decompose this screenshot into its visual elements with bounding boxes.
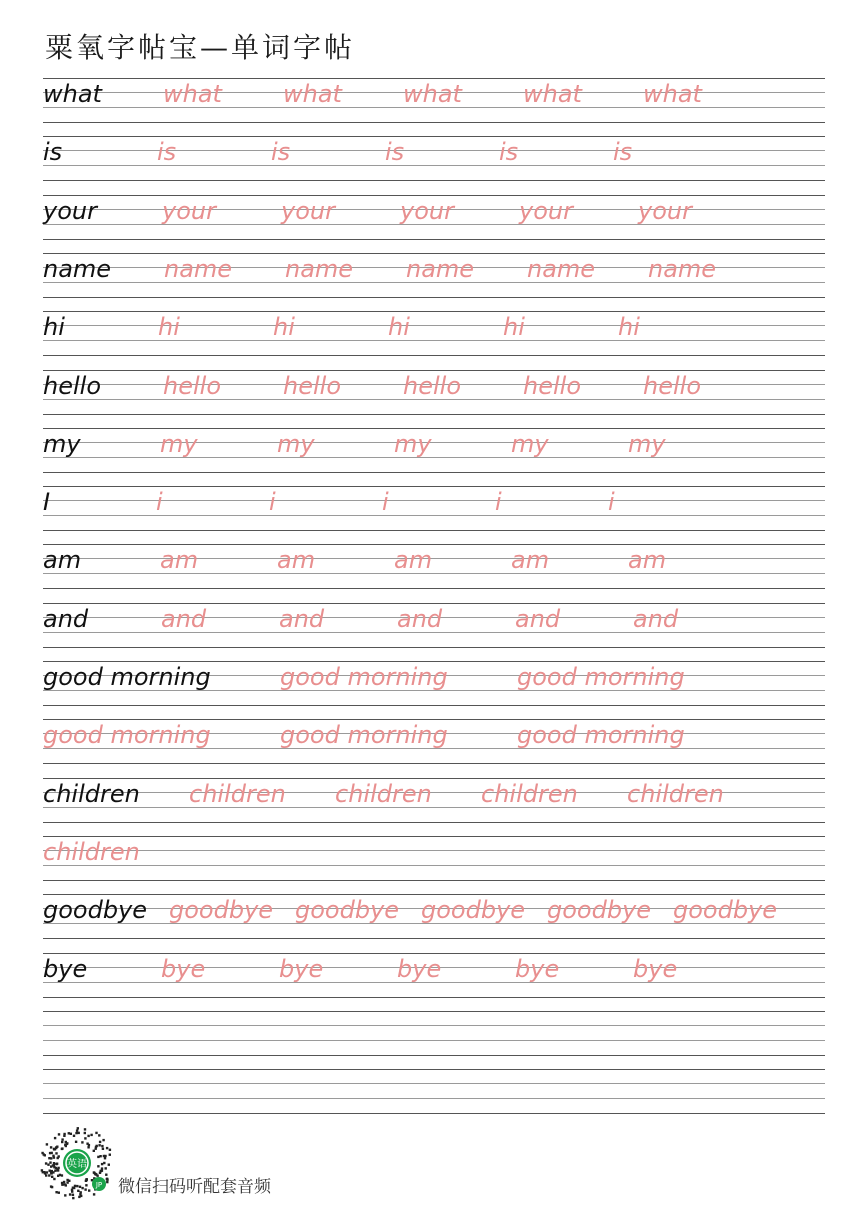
trace-word: name (648, 255, 717, 283)
guide-line (43, 953, 825, 954)
trace-word: is (157, 138, 177, 166)
trace-word: and (279, 605, 325, 633)
guide-line (43, 850, 825, 851)
writing-row (43, 953, 825, 997)
guide-line (43, 1083, 825, 1084)
trace-word: my (394, 430, 432, 458)
guide-line (43, 938, 825, 939)
model-word: my (43, 430, 81, 458)
model-word: and (43, 605, 89, 633)
guide-line (43, 865, 825, 866)
guide-line (43, 778, 825, 779)
writing-row (43, 603, 825, 647)
guide-line (43, 705, 825, 706)
trace-word: children (43, 838, 140, 866)
writing-row (43, 195, 825, 239)
trace-word: your (162, 197, 216, 225)
guide-line (43, 355, 825, 356)
writing-row (43, 428, 825, 472)
writing-row (43, 836, 825, 880)
model-word: is (43, 138, 63, 166)
trace-word: name (406, 255, 475, 283)
trace-word: hello (163, 372, 221, 400)
trace-word: bye (633, 955, 678, 983)
guide-line (43, 894, 825, 895)
trace-word: goodbye (673, 896, 778, 924)
trace-word: children (189, 780, 286, 808)
trace-word: what (283, 80, 342, 108)
guide-line (43, 136, 825, 137)
guide-line (43, 1098, 825, 1099)
model-word: children (43, 780, 140, 808)
trace-word: i (495, 488, 502, 516)
writing-row (43, 486, 825, 530)
trace-word: hi (388, 313, 410, 341)
guide-line (43, 822, 825, 823)
trace-word: my (160, 430, 198, 458)
writing-row (43, 1011, 825, 1055)
guide-line (43, 78, 825, 79)
guide-line (43, 880, 825, 881)
trace-word: am (511, 546, 550, 574)
writing-row (43, 253, 825, 297)
guide-line (43, 603, 825, 604)
guide-line (43, 297, 825, 298)
model-word: am (43, 546, 82, 574)
trace-word: hello (643, 372, 701, 400)
trace-word: is (613, 138, 633, 166)
trace-word: your (638, 197, 692, 225)
trace-word: i (382, 488, 389, 516)
trace-word: your (400, 197, 454, 225)
trace-word: i (608, 488, 615, 516)
trace-word: am (160, 546, 199, 574)
trace-word: and (161, 605, 207, 633)
guide-line (43, 1113, 825, 1114)
trace-word: children (481, 780, 578, 808)
trace-word: hello (523, 372, 581, 400)
trace-word: goodbye (547, 896, 652, 924)
writing-row (43, 661, 825, 705)
guide-line (43, 544, 825, 545)
trace-word: bye (397, 955, 442, 983)
model-word: what (43, 80, 102, 108)
guide-line (43, 370, 825, 371)
guide-line (43, 763, 825, 764)
guide-line (43, 719, 825, 720)
trace-word: is (271, 138, 291, 166)
trace-word: bye (161, 955, 206, 983)
guide-line (43, 661, 825, 662)
writing-row (43, 370, 825, 414)
model-word: bye (43, 955, 88, 983)
trace-word: my (277, 430, 315, 458)
trace-word: my (511, 430, 549, 458)
guide-line (43, 253, 825, 254)
writing-row (43, 78, 825, 122)
trace-word: name (527, 255, 596, 283)
trace-word: what (523, 80, 582, 108)
trace-word: am (394, 546, 433, 574)
qr-code-icon[interactable] (40, 1126, 114, 1200)
guide-line (43, 997, 825, 998)
trace-word: and (397, 605, 443, 633)
model-word: name (43, 255, 112, 283)
guide-line (43, 180, 825, 181)
model-word: hello (43, 372, 101, 400)
trace-word: and (515, 605, 561, 633)
guide-line (43, 486, 825, 487)
trace-word: bye (515, 955, 560, 983)
trace-word: good morning (280, 721, 448, 749)
trace-word: bye (279, 955, 324, 983)
guide-line (43, 195, 825, 196)
guide-line (43, 588, 825, 589)
guide-line (43, 1011, 825, 1012)
guide-line (43, 414, 825, 415)
trace-word: children (627, 780, 724, 808)
model-word: good morning (43, 663, 211, 691)
qr-corner-badge-label: JP (95, 1181, 103, 1189)
trace-word: good morning (517, 663, 685, 691)
trace-word: my (628, 430, 666, 458)
guide-line (43, 428, 825, 429)
model-word: I (43, 488, 51, 516)
trace-word: name (285, 255, 354, 283)
writing-row (43, 544, 825, 588)
trace-word: hello (283, 372, 341, 400)
trace-word: i (269, 488, 276, 516)
trace-word: i (156, 488, 163, 516)
trace-word: and (633, 605, 679, 633)
model-word: your (43, 197, 97, 225)
trace-word: children (335, 780, 432, 808)
model-word: hi (43, 313, 65, 341)
trace-word: goodbye (169, 896, 274, 924)
guide-line (43, 311, 825, 312)
trace-word: hello (403, 372, 461, 400)
footer-caption: 微信扫码听配套音频 (118, 1177, 271, 1197)
trace-word: is (385, 138, 405, 166)
guide-line (43, 1055, 825, 1056)
trace-word: am (628, 546, 667, 574)
trace-word: good morning (43, 721, 211, 749)
guide-line (43, 647, 825, 648)
trace-word: what (643, 80, 702, 108)
trace-word: your (519, 197, 573, 225)
trace-word: goodbye (295, 896, 400, 924)
guide-line (43, 836, 825, 837)
trace-word: goodbye (421, 896, 526, 924)
trace-word: hi (618, 313, 640, 341)
trace-word: good morning (517, 721, 685, 749)
guide-line (43, 1069, 825, 1070)
trace-word: what (403, 80, 462, 108)
model-word: goodbye (43, 896, 148, 924)
guide-line (43, 1040, 825, 1041)
trace-word: hi (503, 313, 525, 341)
writing-row (43, 778, 825, 822)
guide-line (43, 239, 825, 240)
trace-word: what (163, 80, 222, 108)
qr-badge-label: 英语 (67, 1159, 87, 1170)
writing-row (43, 136, 825, 180)
trace-word: is (499, 138, 519, 166)
trace-word: hi (158, 313, 180, 341)
footer (40, 1126, 440, 1201)
guide-line (43, 1025, 825, 1026)
guide-line (43, 122, 825, 123)
writing-row (43, 1069, 825, 1113)
trace-word: good morning (280, 663, 448, 691)
page-title: 粟氧字帖宝—单词字帖 (45, 31, 356, 64)
guide-line (43, 472, 825, 473)
trace-word: your (281, 197, 335, 225)
trace-word: name (164, 255, 233, 283)
trace-word: am (277, 546, 316, 574)
writing-row (43, 719, 825, 763)
writing-row (43, 311, 825, 355)
trace-word: hi (273, 313, 295, 341)
writing-row (43, 894, 825, 938)
guide-line (43, 530, 825, 531)
